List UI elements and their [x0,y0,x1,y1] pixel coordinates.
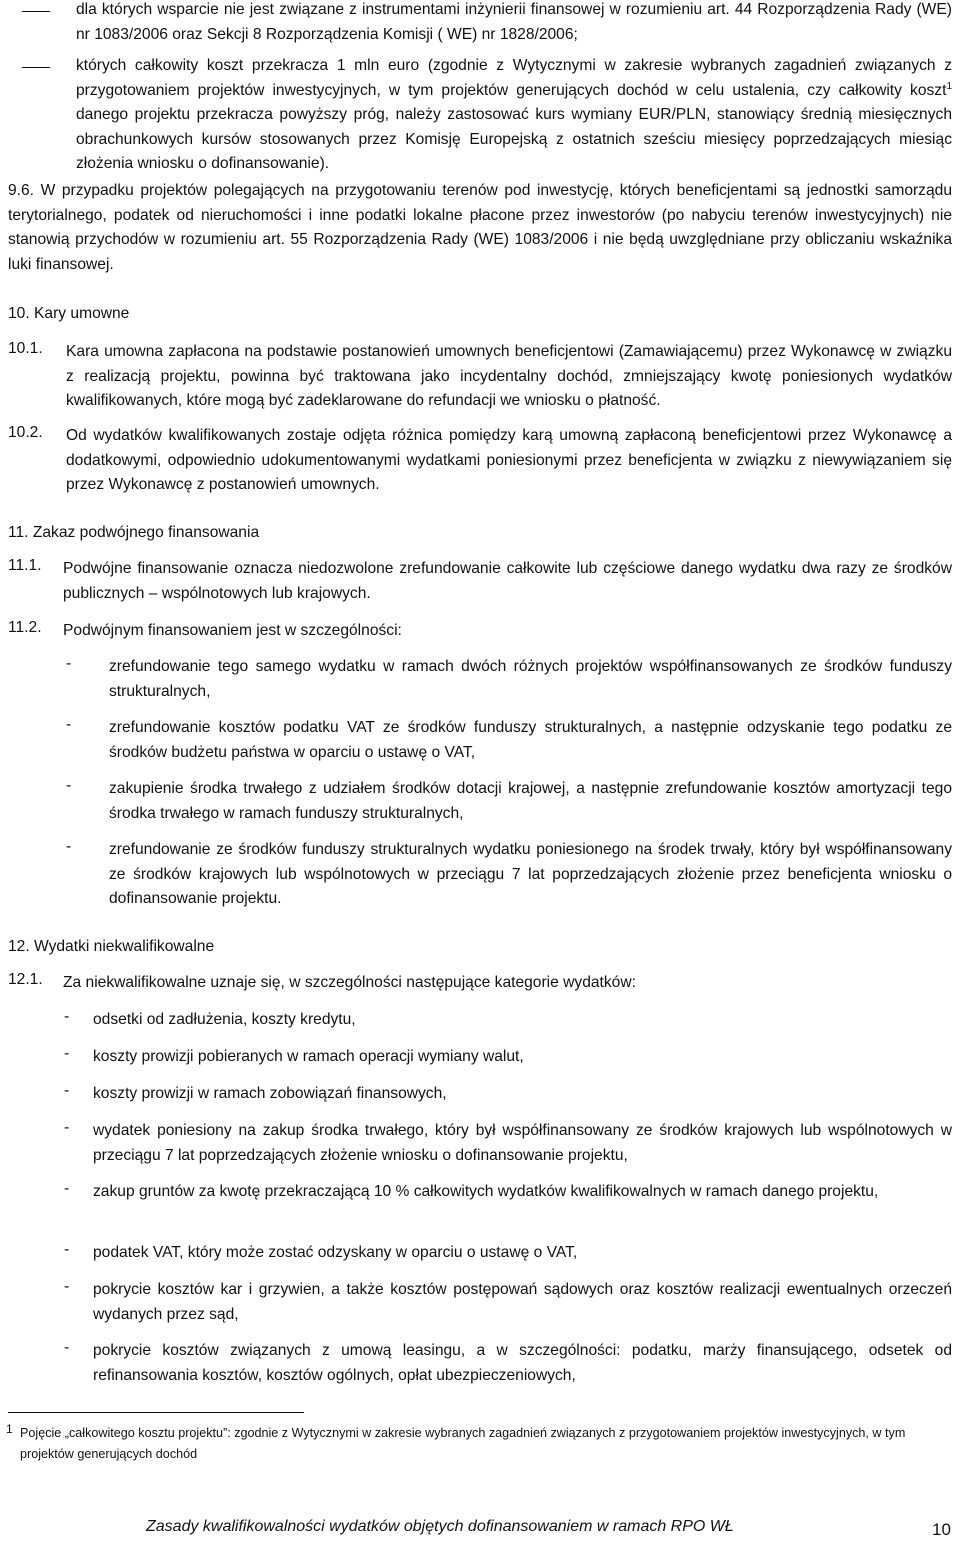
bullet-dash: - [66,838,72,855]
bullet-dash: - [64,1119,70,1136]
footnote [4,1423,946,1465]
section-heading-10: 10. Kary umowne [8,305,130,322]
item-text: Podwójnym finansowaniem jest w szczególności: [63,622,402,639]
bullet-dash: - [64,1082,70,1099]
intro-item-text [76,54,952,177]
bullet-text: koszty prowizji w ramach zobowiązań finansowych, [93,1085,447,1102]
intro-text-after: danego projektu przekracza powyższy próg, należy zastosować kurs wymiany EUR/PLN, stanowiący średnią miesięcznych obrachunkowych kursów stosowanych przez Komisję Europejską z ostatnich sześciu miesięcy poprzedzających miesiąc złożenia wniosku o dofinansowanie). [76,106,952,172]
item-text: Podwójne finansowanie oznacza niedozwolone zrefundowanie całkowite lub częściowe danego wydatku dwa razy ze środków publicznych – wspólnotowych lub krajowych. [63,560,952,602]
footnote-text: Pojęcie „całkowitego kosztu projektu”: zgodnie z Wytycznymi w zakresie wybranych zagadnień związanych z przygotowaniem projektów inwestycyjnych, w tym projektów generujących dochód [20,1426,906,1461]
bullet-dash: - [66,777,72,794]
footnote-number: 1 [6,1422,13,1436]
section-heading-12: 12. Wydatki niekwalifikowalne [8,938,215,955]
intro-text-before: których całkowity koszt przekracza 1 mln euro (zgodnie z Wytycznymi w zakresie wybranych zagadnień związanych z przygotowaniem projektów inwestycyjnych, w tym projektów generujących dochód w celu ustalenia, czy całkowity koszt [76,57,952,99]
bullet-text: zakupienie środka trwałego z udziałem środków dotacji krajowej, a następnie zrefundowanie kosztów amortyzacji tego środka trwałego w ramach funduszy strukturalnych, [109,780,952,822]
dash-marker [22,11,50,12]
bullet-dash: - [64,1339,70,1356]
dash-marker [22,67,50,68]
bullet-text: wydatek poniesiony na zakup środka trwałego, który był współfinansowany ze środków krajowych lub wspólnotowych w przeciągu 7 lat poprzedzających złożenie wniosku o dofinansowanie projektu, [93,1122,952,1164]
section-heading-11: 11. Zakaz podwójnego finansowania [8,524,260,541]
bullet-text: koszty prowizji pobieranych w ramach operacji wymiany walut, [93,1048,524,1065]
item-number: 12.1. [8,971,43,988]
footnote-ref[interactable]: 1 [946,80,952,92]
bullet-dash: - [64,1045,70,1062]
bullet-dash: - [64,1278,70,1295]
item-number: 11.2. [8,619,42,636]
bullet-text: zrefundowanie tego samego wydatku w ramach dwóch różnych projektów współfinansowanych ze środków funduszy strukturalnych, [109,658,952,700]
intro-item-text: dla których wsparcie nie jest związane z instrumentami inżynierii finansowej w rozumieniu art. 44 Rozporządzenia Rady (WE) nr 1083/2006 oraz Sekcji 8 Rozporządzenia Komisji ( WE) nr 1828/2006; [76,1,952,43]
item-text: Kara umowna zapłacona na podstawie postanowień umownych beneficjentowi (Zamawiającemu) przez Wykonawcę w związku z realizacją projektu, powinna być traktowana jako incydentalny dochód, zmniejszający kwotę poniesionych wydatków kwalifikowanych, które mogą być zadeklarowane do refundacji we wniosku o płatność. [66,343,952,409]
bullet-dash: - [66,716,72,733]
bullet-dash: - [64,1241,70,1258]
bullet-text: odsetki od zadłużenia, koszty kredytu, [93,1011,356,1028]
item-text: Od wydatków kwalifikowanych zostaje odjęta różnica pomiędzy karą umowną zapłaconą beneficjentowi przez Wykonawcę a dodatkowymi, odpowiednio udokumentowanymi wydatkami poniesionymi przez beneficjenta w związku z niewywiązaniem się przez Wykonawcę z postanowień umownych. [66,427,952,493]
bullet-text: zakup gruntów za kwotę przekraczającą 10 % całkowitych wydatków kwalifikowalnych w ramach danego projektu, [93,1183,879,1200]
bullet-dash: - [64,1008,70,1025]
item-number: 10.2. [8,424,43,441]
bullet-text: zrefundowanie ze środków funduszy strukturalnych wydatku poniesionego na środek trwały, który był współfinansowany ze środków krajowych lub wspólnotowych w przeciągu 7 lat poprzedzających złożenie przez beneficjenta wniosku o dofinansowanie projektu. [109,841,952,907]
paragraph-number: 9.6. [8,182,35,199]
item-number: 11.1. [8,557,42,574]
item-text: Za niekwalifikowalne uznaje się, w szczególności następujące kategorie wydatków: [63,974,636,991]
footer-title: Zasady kwalifikowalności wydatków objętych dofinansowaniem w ramach RPO WŁ [146,1518,734,1535]
page-number: 10 [932,1520,951,1539]
bullet-text: pokrycie kosztów kar i grzywien, a także kosztów postępowań sądowych oraz kosztów realizacji ewentualnych orzeczeń wydanych przez sąd, [93,1281,952,1323]
paragraph-body: W przypadku projektów polegających na przygotowaniu terenów pod inwestycję, których beneficjentami są jednostki samorządu terytorialnego, podatek od nieruchomości i inne podatki lokalne płacone przez inwestorów (po nabyciu terenów inwestycyjnych) nie stanowią przychodów w rozumieniu art. 55 Rozporządzenia Rady (WE) 1083/2006 i nie będą uwzględniane przy obliczaniu wskaźnika luki finansowej. [8,182,952,273]
bullet-text: podatek VAT, który może zostać odzyskany w oparciu o ustawę o VAT, [93,1244,578,1261]
bullet-text: pokrycie kosztów związanych z umową leasingu, a w szczególności: podatku, marży finansującego, odsetek od refinansowania kosztów, kosztów ogólnych, opłat ubezpieczeniowych, [93,1342,952,1384]
item-number: 10.1. [8,340,43,357]
bullet-dash: - [66,655,72,672]
bullet-text: zrefundowanie kosztów podatku VAT ze środków funduszy strukturalnych, a następnie odzyskanie tego podatku ze środków budżetu państwa w oparciu o ustawę o VAT, [109,719,952,761]
footnote-divider [8,1412,304,1413]
paragraph-text [8,179,952,277]
bullet-dash: - [64,1180,70,1197]
